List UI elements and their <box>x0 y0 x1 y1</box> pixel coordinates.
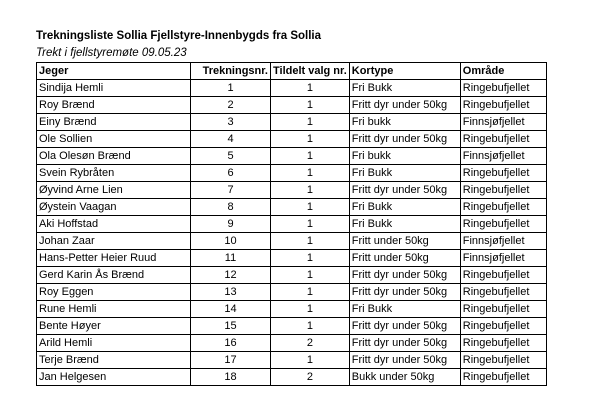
cell-tildelt-valg: 1 <box>271 267 350 284</box>
cell-jeger: Johan Zaar <box>37 233 191 250</box>
cell-trekningsnr: 6 <box>191 165 271 182</box>
cell-kortype: Fri bukk <box>349 148 460 165</box>
table-row <box>37 284 547 301</box>
header-tildelt-valg: Tildelt valg nr. <box>271 63 350 80</box>
cell-kortype: Fri Bukk <box>349 165 460 182</box>
table-row <box>37 352 547 369</box>
cell-jeger: Bente Høyer <box>37 318 191 335</box>
cell-kortype: Fri Bukk <box>349 301 460 318</box>
cell-omrade: Ringebufjellet <box>460 335 546 352</box>
cell-tildelt-valg: 1 <box>271 165 350 182</box>
cell-jeger: Hans-Petter Heier Ruud <box>37 250 191 267</box>
table-row <box>37 165 547 182</box>
cell-kortype: Fritt under 50kg <box>349 233 460 250</box>
cell-trekningsnr: 16 <box>191 335 271 352</box>
cell-kortype: Fritt dyr under 50kg <box>349 318 460 335</box>
table-header-row <box>37 63 547 80</box>
cell-kortype: Fri bukk <box>349 114 460 131</box>
table-row <box>37 250 547 267</box>
cell-trekningsnr: 10 <box>191 233 271 250</box>
cell-trekningsnr: 5 <box>191 148 271 165</box>
table-row <box>37 131 547 148</box>
cell-tildelt-valg: 1 <box>271 318 350 335</box>
cell-omrade: Finnsjøfjellet <box>460 250 546 267</box>
cell-jeger: Ola Olesøn Brænd <box>37 148 191 165</box>
document-subtitle: Trekt i fjellstyremøte 09.05.23 <box>36 47 187 59</box>
cell-omrade: Ringebufjellet <box>460 182 546 199</box>
cell-jeger: Roy Brænd <box>37 97 191 114</box>
cell-tildelt-valg: 2 <box>271 369 350 386</box>
cell-omrade: Finnsjøfjellet <box>460 148 546 165</box>
table-row <box>37 267 547 284</box>
header-jeger: Jeger <box>37 63 191 80</box>
cell-trekningsnr: 13 <box>191 284 271 301</box>
cell-omrade: Finnsjøfjellet <box>460 233 546 250</box>
cell-jeger: Ole Sollien <box>37 131 191 148</box>
cell-kortype: Fri Bukk <box>349 80 460 97</box>
cell-tildelt-valg: 1 <box>271 148 350 165</box>
cell-omrade: Ringebufjellet <box>460 165 546 182</box>
cell-kortype: Fritt dyr under 50kg <box>349 131 460 148</box>
table-row <box>37 335 547 352</box>
table-row <box>37 114 547 131</box>
cell-tildelt-valg: 1 <box>271 284 350 301</box>
table-row <box>37 80 547 97</box>
table-row <box>37 369 547 386</box>
cell-omrade: Ringebufjellet <box>460 318 546 335</box>
cell-trekningsnr: 9 <box>191 216 271 233</box>
cell-trekningsnr: 4 <box>191 131 271 148</box>
cell-trekningsnr: 14 <box>191 301 271 318</box>
cell-jeger: Sindija Hemli <box>37 80 191 97</box>
cell-tildelt-valg: 1 <box>271 199 350 216</box>
table-row <box>37 233 547 250</box>
cell-omrade: Ringebufjellet <box>460 80 546 97</box>
cell-trekningsnr: 3 <box>191 114 271 131</box>
cell-tildelt-valg: 1 <box>271 301 350 318</box>
cell-trekningsnr: 11 <box>191 250 271 267</box>
cell-kortype: Fritt dyr under 50kg <box>349 267 460 284</box>
cell-tildelt-valg: 1 <box>271 80 350 97</box>
cell-tildelt-valg: 1 <box>271 131 350 148</box>
cell-omrade: Ringebufjellet <box>460 97 546 114</box>
cell-trekningsnr: 1 <box>191 80 271 97</box>
cell-trekningsnr: 12 <box>191 267 271 284</box>
cell-jeger: Roy Eggen <box>37 284 191 301</box>
cell-kortype: Bukk under 50kg <box>349 369 460 386</box>
cell-tildelt-valg: 1 <box>271 216 350 233</box>
table-row <box>37 97 547 114</box>
table-row <box>37 182 547 199</box>
cell-jeger: Svein Rybråten <box>37 165 191 182</box>
cell-trekningsnr: 15 <box>191 318 271 335</box>
cell-jeger: Aki Hoffstad <box>37 216 191 233</box>
cell-kortype: Fritt dyr under 50kg <box>349 182 460 199</box>
cell-kortype: Fritt dyr under 50kg <box>349 284 460 301</box>
table-row <box>37 216 547 233</box>
cell-tildelt-valg: 1 <box>271 182 350 199</box>
table-row <box>37 318 547 335</box>
document-sheet <box>36 28 547 386</box>
cell-omrade: Ringebufjellet <box>460 267 546 284</box>
cell-kortype: Fritt dyr under 50kg <box>349 352 460 369</box>
draw-list-table <box>36 62 547 386</box>
cell-jeger: Jan Helgesen <box>37 369 191 386</box>
cell-jeger: Gerd Karin Ås Brænd <box>37 267 191 284</box>
cell-omrade: Ringebufjellet <box>460 131 546 148</box>
cell-kortype: Fri Bukk <box>349 216 460 233</box>
cell-kortype: Fritt under 50kg <box>349 250 460 267</box>
cell-omrade: Ringebufjellet <box>460 199 546 216</box>
cell-omrade: Finnsjøfjellet <box>460 114 546 131</box>
cell-trekningsnr: 8 <box>191 199 271 216</box>
cell-jeger: Øyvind Arne Lien <box>37 182 191 199</box>
cell-tildelt-valg: 1 <box>271 352 350 369</box>
cell-tildelt-valg: 2 <box>271 335 350 352</box>
table-row <box>37 148 547 165</box>
document-title: Trekningsliste Sollia Fjellstyre-Innenbygds fra Sollia <box>36 30 322 42</box>
cell-jeger: Rune Hemli <box>37 301 191 318</box>
cell-jeger: Arild Hemli <box>37 335 191 352</box>
cell-omrade: Ringebufjellet <box>460 301 546 318</box>
cell-trekningsnr: 2 <box>191 97 271 114</box>
table-row <box>37 301 547 318</box>
cell-tildelt-valg: 1 <box>271 97 350 114</box>
header-kortype: Kortype <box>349 63 460 80</box>
cell-trekningsnr: 18 <box>191 369 271 386</box>
header-omrade: Område <box>460 63 546 80</box>
cell-trekningsnr: 7 <box>191 182 271 199</box>
cell-jeger: Terje Brænd <box>37 352 191 369</box>
cell-omrade: Ringebufjellet <box>460 216 546 233</box>
cell-jeger: Øystein Vaagan <box>37 199 191 216</box>
cell-kortype: Fri Bukk <box>349 199 460 216</box>
cell-jeger: Einy Brænd <box>37 114 191 131</box>
cell-omrade: Ringebufjellet <box>460 369 546 386</box>
cell-tildelt-valg: 1 <box>271 233 350 250</box>
cell-omrade: Ringebufjellet <box>460 352 546 369</box>
cell-tildelt-valg: 1 <box>271 114 350 131</box>
cell-kortype: Fritt dyr under 50kg <box>349 335 460 352</box>
cell-trekningsnr: 17 <box>191 352 271 369</box>
header-trekningsnr: Trekningsnr. <box>191 63 271 80</box>
cell-kortype: Fritt dyr under 50kg <box>349 97 460 114</box>
cell-omrade: Ringebufjellet <box>460 284 546 301</box>
cell-tildelt-valg: 1 <box>271 250 350 267</box>
table-row <box>37 199 547 216</box>
